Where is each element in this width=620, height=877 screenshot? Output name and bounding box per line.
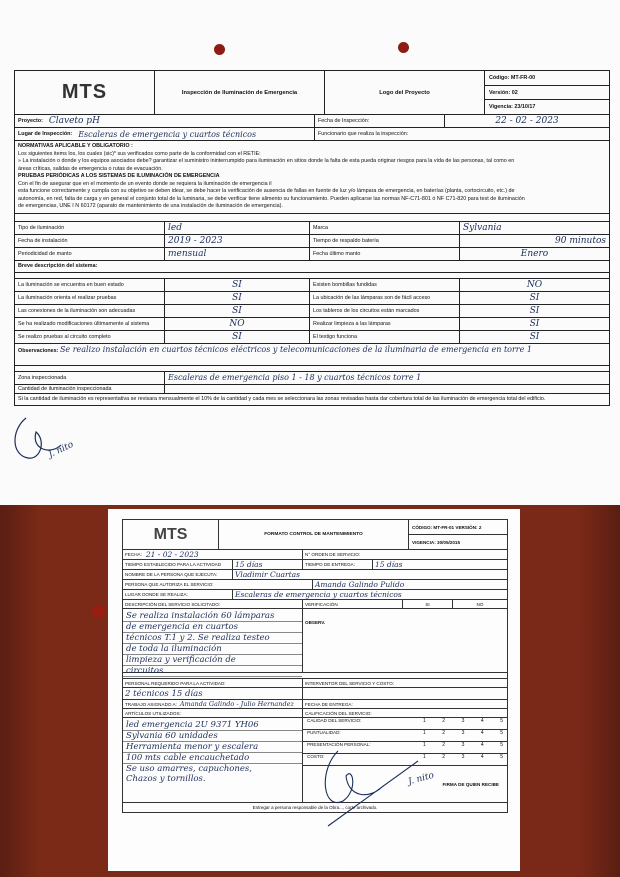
field-row <box>15 248 609 261</box>
cantidad-label: Cantidad de iluminación inspeccionada <box>15 385 165 393</box>
fecha-entrega-label: FECHA DE ENTREGA: <box>305 701 353 707</box>
field-value: Enero <box>520 248 549 259</box>
tiempo-label: TIEMPO ESTABLECIDO PARA LA ACTIVIDAD <box>123 560 233 569</box>
funcionario-label: Funcionario que realiza la inspección: <box>318 131 409 137</box>
zona-row <box>15 372 609 385</box>
zona-label: Zona inspeccionada <box>15 372 165 384</box>
tiempo-entrega-value: 15 días <box>375 560 403 569</box>
observaciones-value: Se realizo instalación en cuartos técnicos eléctricos y telecomunicaciones de la iluminaria de emergencia en torre 1 <box>59 344 532 354</box>
field-value: led <box>168 222 182 233</box>
proyecto-label: Proyecto: <box>18 118 43 124</box>
responsable-row <box>123 570 507 580</box>
field-label: Tipo de iluminación <box>15 222 165 234</box>
normativa-line: Con el fin de asegurar que en el momento de un evento donde se requiera la iluminación de emergencia il <box>18 180 272 187</box>
footer-note: Entregar a persona responsable de la Obra..., corte archivado. <box>123 802 507 812</box>
desc-line: de toda la iluminación <box>123 644 302 655</box>
normativa-line: » La instalación o donde y los equipos asociados debe? garantizar el suministro ininterrumpido para iluminación en sitios donde la falta de esta pueda originar riesgos para la vida de las personas, tal como en <box>18 158 515 164</box>
desc-line: limpieza y verificación de <box>123 655 302 666</box>
signature-text: J. nito <box>407 770 436 788</box>
punch-hole <box>214 44 225 55</box>
tiempo-entrega-label: TIEMPO DE ENTREGA: <box>303 560 373 569</box>
interventor-label: INTERVENTOR DEL SERVICIO Y COSTO: <box>305 680 394 686</box>
inspection-form <box>14 70 610 406</box>
asignado-value: Amanda Galindo - Julio Hernandez <box>179 700 294 708</box>
material-line: led emergencia 2U 9371 YH06 <box>123 720 302 731</box>
no-servicio-label: N° ORDEN DE SERVICIO: <box>305 552 361 557</box>
check-label: La iluminación orienta el realizar pruebas <box>15 292 165 304</box>
tiempo-row <box>123 560 507 570</box>
calificacion-label: CALIFICACIÓN DEL SERVICIO: <box>305 710 372 716</box>
tiempo-value: 15 días <box>235 560 263 569</box>
desc-line: circuitos <box>123 666 302 677</box>
articulos-header-row <box>123 709 507 718</box>
check-value: SI <box>232 279 242 290</box>
normativa-line: Los siguientes items los, los cuales (sic)* sus verificados como parte de la conformidad con el RETIE: <box>18 150 261 157</box>
check-value: SI <box>232 292 242 303</box>
check-value: NO <box>526 279 543 290</box>
check-row <box>15 305 609 318</box>
check-label: El testigo funciona <box>310 331 460 343</box>
fecha-inspeccion-value: 22 - 02 - 2023 <box>495 116 559 126</box>
personal-value: 2 técnicos 15 días <box>125 688 203 699</box>
project-row <box>15 115 609 128</box>
signature-text: J. nito <box>47 439 76 461</box>
zona-value: Escaleras de emergencia piso 1 - 18 y cuartos técnicos torre 1 <box>168 373 422 382</box>
fecha-label: FECHA: <box>125 552 142 557</box>
lugar-label: LUGAR DONDE SE REALIZA: <box>123 590 233 599</box>
observaciones-label: Observaciones: <box>18 347 59 354</box>
normativa-line: de emergencias, UNE I N 60172 (aparato de mantenimiento de una instalación de iluminación de emergencia). <box>18 203 283 209</box>
check-value: SI <box>529 305 540 316</box>
field-label: Fecha de instalación <box>15 235 165 247</box>
field-label: Fecha último manto <box>310 248 460 260</box>
form-codes <box>409 520 507 549</box>
calif-row: PUNTUALIDAD: 1 2 3 4 5 <box>303 730 507 742</box>
field-label: Tiempo de respaldo batería <box>310 235 460 247</box>
check-label: Realizar limpieza a las lámparas <box>310 318 460 330</box>
field-value: 2019 - 2023 <box>168 235 223 246</box>
field-label: Marca <box>310 222 460 234</box>
autoriza-value: Amanda Galindo Pulido <box>315 580 405 589</box>
version-line: Versión: 02 <box>485 86 609 101</box>
proyecto-value: Claveto pH <box>48 116 100 126</box>
form-title: Inspección de Iluminación de Emergencia <box>155 71 325 114</box>
calif-row: COSTO: 1 2 3 4 5 <box>303 754 507 766</box>
check-value: SI <box>232 305 242 316</box>
material-line: Herramienta menor y escalera <box>123 742 302 753</box>
punch-hole <box>92 605 105 618</box>
material-line: 100 mts cable encauchetado <box>123 753 302 764</box>
check-label: Existen bombillas fundidas <box>310 279 460 291</box>
field-row <box>15 235 609 248</box>
asignado-row <box>123 700 507 709</box>
form-header <box>15 71 609 115</box>
check-label: Se ha realizado modificaciones últimamente al sistema <box>15 318 165 330</box>
lugar-row <box>123 590 507 600</box>
company-logo: MTS <box>123 520 219 549</box>
check-row <box>15 292 609 305</box>
check-row <box>15 318 609 331</box>
footer-note: Si la cantidad de iluminación es representativa se revisara mensualmente el 10% de la cantidad y cada mes se seleccionara las zonas revisadas hasta dar cobertura total de las iluminación de emergencia total del edificio. <box>18 395 546 402</box>
observ-label: OBSERV. <box>305 620 326 625</box>
material-line: Se uso amarres, capuchones, <box>126 764 252 774</box>
cantidad-row <box>15 385 609 394</box>
field-label: Periodicidad de manto <box>15 248 165 260</box>
personal-header-row <box>123 679 507 688</box>
autoriza-label: PERSONA QUE AUTORIZA EL SERVICIO: <box>123 580 313 589</box>
breve-label: Breve descripción del sistema: <box>18 263 98 269</box>
normativa-line: autonomía, en red, falta de carga y en general el conjunto total de la luminaria, se debe verificar tiene alimento su funcionamiento. Pueden aplicarse las normas NF-C71-801 ó NF C71-820 para test de iluminación <box>18 195 525 202</box>
articulos-label: ARTÍCULOS UTILIZADOS: <box>123 709 303 717</box>
fecha-inspeccion-label: Fecha de Inspección: <box>318 118 370 124</box>
form-codes <box>485 71 609 114</box>
normativa-line: áreas críticas, salidas de emergencia o rutas de evacuación. <box>18 165 163 172</box>
maintenance-sheet <box>108 509 520 871</box>
check-label: Las conexiones de la iluminación son adecuadas <box>15 305 165 317</box>
field-row <box>15 222 609 235</box>
vigencia-line: VIGENCIA: 30/05/2015 <box>412 539 461 545</box>
field-value: mensual <box>168 248 207 259</box>
check-label: La iluminación se encuentra en buen estado <box>15 279 165 291</box>
check-row <box>15 279 609 292</box>
lugar-row <box>15 128 609 141</box>
asignado-label: TRABAJO ASIGNADO A: <box>125 701 177 707</box>
calif-row: CALIDAD DEL SERVICIO: 1 2 3 4 5 <box>303 718 507 730</box>
field-value: 90 minutos <box>555 235 606 246</box>
form-title: FORMATO CONTROL DE MANTENIMIENTO <box>219 520 409 549</box>
normativa-line: PRUEBAS PERIÓDICAS A LOS SISTEMAS DE ILUMINACIÓN DE EMERGENCIA <box>18 173 220 179</box>
code-line: Código: MT-FR-00 <box>485 71 609 86</box>
company-logo: MTS <box>15 71 155 114</box>
check-value: SI <box>232 331 242 342</box>
normativas-block <box>15 141 609 214</box>
desc-section <box>123 609 507 676</box>
observaciones-row <box>15 344 609 366</box>
desc-line: de emergencia en cuartos <box>123 622 302 633</box>
calif-row: PRESENTACIÓN PERSONAL: 1 2 3 4 5 <box>303 742 507 754</box>
responsable-value: Vladimir Cuartas <box>235 570 300 579</box>
wood-background <box>0 505 620 877</box>
fecha-value: 21 - 02 - 2023 <box>145 550 199 559</box>
fecha-row <box>123 550 507 560</box>
check-value: SI <box>529 331 540 342</box>
normativas-title: NORMATIVAS APLICABLE Y OBLIGATORIO : <box>18 143 133 149</box>
vigencia-line: Vigencia: 23/10/17 <box>489 104 536 111</box>
check-value: NO <box>229 318 245 329</box>
check-value: SI <box>529 318 540 329</box>
code-line: CÓDIGO: MT-FR-01 VERSIÓN: 2 <box>409 520 507 535</box>
check-label: Se realizo pruebas al circuito completo <box>15 331 165 343</box>
desc-header-row <box>123 600 507 609</box>
firma-recibe-label: FIRMA DE QUIEN RECIBE <box>442 782 499 787</box>
material-line: Sylvania 60 unidades <box>123 731 302 742</box>
no-label: NO <box>476 601 484 607</box>
check-label: La ubicación de las lámparas son de fácil acceso <box>310 292 460 304</box>
material-line: Chazos y tornillos. <box>126 774 206 784</box>
signature-scribble <box>6 410 86 470</box>
project-logo-label: Logo del Proyecto <box>325 71 485 114</box>
breve-row <box>15 261 609 273</box>
check-value: SI <box>529 292 540 303</box>
calif-label: COSTO: <box>307 754 325 759</box>
calif-label: PUNTUALIDAD: <box>307 730 341 735</box>
punch-hole <box>398 42 409 53</box>
check-row <box>15 331 609 344</box>
lugar-label: Lugar de Inspección: <box>18 131 73 137</box>
lugar-value: Escaleras de emergencia y cuartos técnicos <box>78 129 257 139</box>
field-value: Sylvania <box>463 222 502 233</box>
si-label: SI <box>403 600 453 608</box>
calif-label: PRESENTACIÓN PERSONAL: <box>307 742 371 747</box>
personal-value-row <box>123 688 507 700</box>
personal-label: PERSONAL REQUERIDO PARA LA ACTIVIDAD: <box>123 679 303 687</box>
normativa-line: esta funcione correctamente y cumpla con su objetivo se deben idear, se debe hacer la verificación de ausencia de fallas en fuente de luz y/o lámpara de emergencia, en baterías (planta, cortocircuito, etc.) de <box>18 188 515 194</box>
responsable-label: NOMBRE DE LA PERSONA QUE EJECUTA: <box>123 570 233 579</box>
desc-line: técnicos T.1 y 2. Se realiza testeo <box>123 633 302 644</box>
autoriza-row <box>123 580 507 590</box>
check-label: Los tableros de los circuitos están marcados <box>310 305 460 317</box>
calif-label: CALIDAD DEL SERVICIO: <box>307 718 362 723</box>
desc-line: Se realiza instalación 60 lámparas <box>123 611 302 622</box>
form-header <box>123 520 507 550</box>
verificacion-label: VERIFICACIÓN <box>303 600 403 608</box>
lugar-value: Escaleras de emergencia y cuartos técnicos <box>235 590 402 599</box>
desc-label: DESCRIPCIÓN DEL SERVICIO SOLICITADO: <box>123 600 303 608</box>
